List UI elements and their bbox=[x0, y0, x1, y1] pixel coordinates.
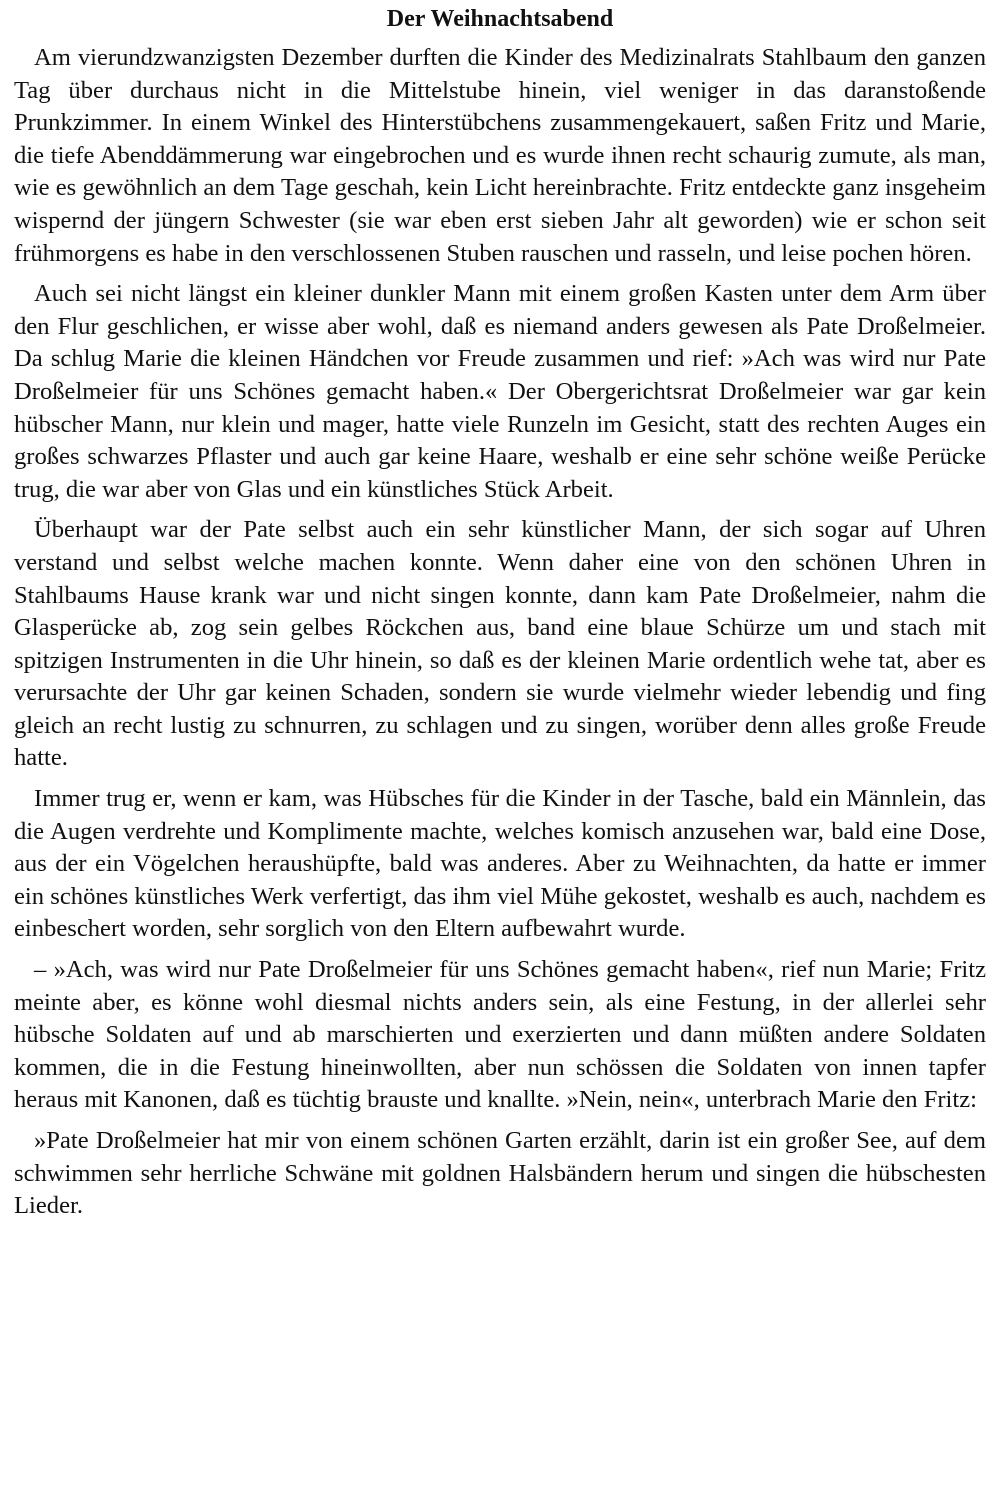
paragraph-4: Immer trug er, wenn er kam, was Hübsches für die Kinder in der Tasche, bald ein Männlein, das die Augen verdrehte und Komplimente machte, welches komisch anzusehen war, bald eine Dose, aus der ein Vögelchen heraushüpfte, bald was anderes. Aber zu Weihnachten, da hatte er immer ein schönes künstliches Werk verfertigt, das ihm viel Mühe gekostet, weshalb es auch, nachdem es einbeschert worden, sehr sorglich von den Eltern aufbewahrt wurde. bbox=[14, 785, 986, 943]
document-title: Der Weihnachtsabend bbox=[386, 6, 614, 32]
paragraph-1: Am vierundzwanzigsten Dezember durften die Kinder des Medizinalrats Stahlbaum den ganzen Tag über durchaus nicht in die Mittelstube hinein, viel weniger in das daranstoßende Prunkzimmer. In einem Winkel des Hinterstübchens zusammengekauert, saßen Fritz und Marie, die tiefe Abenddämmerung war eingebrochen und es wurde ihnen recht schaurig zumute, als man, wie es gewöhnlich an dem Tage geschah, kein Licht hereinbrachte. Fritz entdeckte ganz insgeheim wispernd der jüngern Schwester (sie war eben erst sieben Jahr alt geworden) wie er schon seit frühmorgens es habe in den verschlossenen Stuben rauschen und rasseln, und leise pochen hören. bbox=[14, 44, 986, 267]
paragraph-2: Auch sei nicht längst ein kleiner dunkler Mann mit einem großen Kasten unter dem Arm über den Flur geschlichen, er wisse aber wohl, daß es niemand anders gewesen als Pate Droßelmeier. Da schlug Marie die kleinen Händchen vor Freude zusammen und rief: »Ach was wird nur Pate Droßelmeier für uns Schönes gemacht haben.« Der Obergerichtsrat Droßelmeier war gar kein hübscher Mann, nur klein und mager, hatte viele Runzeln im Gesicht, statt des rechten Auges ein großes schwarzes Pflaster und auch gar keine Haare, weshalb er eine sehr schöne weiße Perücke trug, die war aber von Glas und ein künstliches Stück Arbeit. bbox=[14, 280, 986, 503]
paragraph-3: Überhaupt war der Pate selbst auch ein sehr künstlicher Mann, der sich sogar auf Uhren verstand und selbst welche machen konnte. Wenn daher eine von den schönen Uhren in Stahlbaums Hause krank war und nicht singen konnte, dann kam Pate Droßelmeier, nahm die Glasperücke ab, zog sein gelbes Röckchen aus, band eine blaue Schürze um und stach mit spitzigen Instrumenten in die Uhr hinein, so daß es der kleinen Marie ordentlich wehe tat, aber es verursachte der Uhr gar keinen Schaden, sondern sie wurde vielmehr wieder lebendig und fing gleich an recht lustig zu schnurren, zu schlagen und zu singen, worüber denn alles große Freude hatte. bbox=[14, 516, 986, 772]
document-page bbox=[14, 4, 986, 1231]
paragraph-5: – »Ach, was wird nur Pate Droßelmeier für uns Schönes gemacht haben«, rief nun Marie; Fritz meinte aber, es könne wohl diesmal nichts anders sein, als eine Festung, in der allerlei sehr hübsche Soldaten auf und ab marschierten und exerzierten und dann müßten andere Soldaten kommen, die in die Festung hineinwollten, aber nun schössen die Soldaten von innen tapfer heraus mit Kanonen, daß es tüchtig brauste und knallte. »Nein, nein«, unterbrach Marie den Fritz: bbox=[14, 956, 986, 1114]
paragraph-6: »Pate Droßelmeier hat mir von einem schönen Garten erzählt, darin ist ein großer See, auf dem schwimmen sehr herrliche Schwäne mit goldnen Halsbändern herum und singen die hübschesten Lieder. bbox=[14, 1127, 986, 1220]
